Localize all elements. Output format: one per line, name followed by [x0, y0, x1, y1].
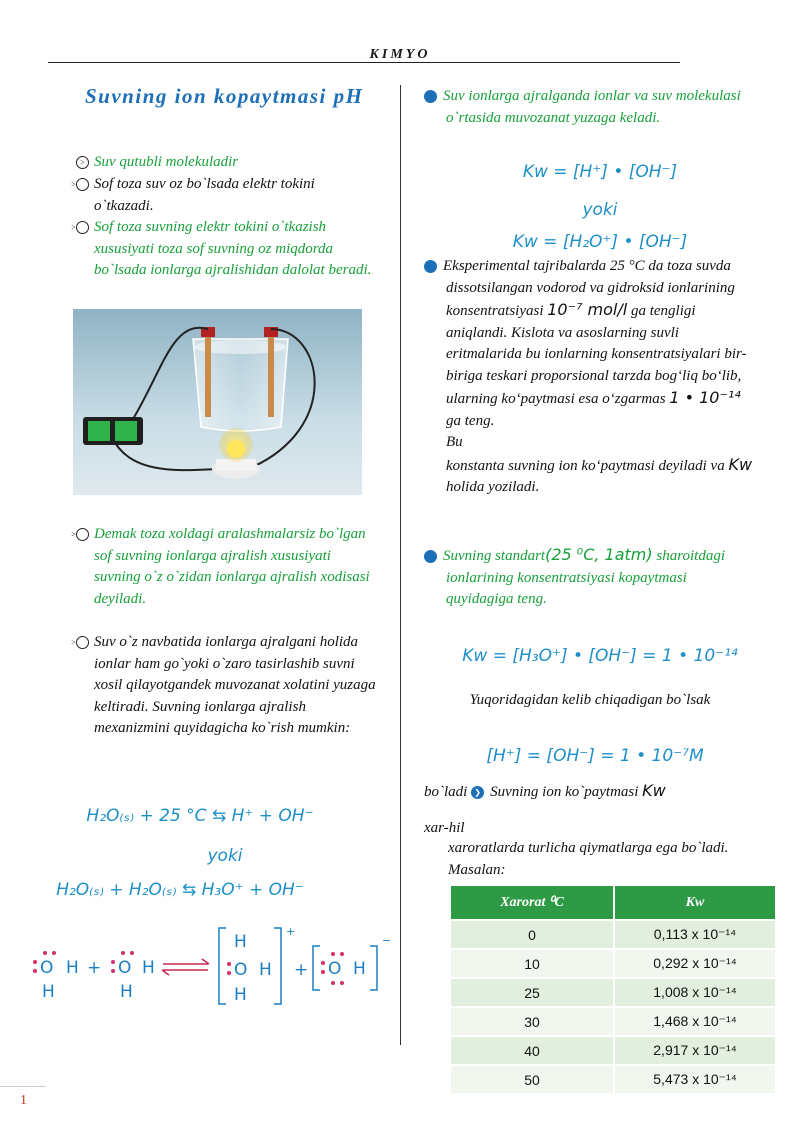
hydrogen-atom: H	[42, 982, 55, 1002]
circle-chevron-icon: >	[76, 178, 89, 191]
footer-rule	[0, 1086, 46, 1087]
plus-sign: +	[294, 960, 309, 980]
bullet-conducts: > Sof toza suv oz bo`lsada elektr tokini o`tkazadi.	[71, 176, 315, 214]
hydrogen-atom: H	[234, 932, 247, 952]
oxygen-atom: O	[234, 960, 248, 980]
formula-or: yoki	[582, 200, 618, 220]
header-title: KIMYO	[369, 47, 431, 62]
oxygen-atom: O	[328, 959, 342, 979]
circle-chevron-icon: >	[76, 221, 89, 234]
formula-ion-concentration: [H⁺] = [OH⁻] = 1 • 10⁻⁷M	[486, 746, 704, 766]
positive-charge: +	[286, 925, 296, 938]
hydrogen-atom: H	[120, 982, 133, 1002]
table-row: 10 0,292 x 10⁻¹⁴	[450, 949, 776, 978]
bullet-polar: > Suv qutubli molekuladir	[76, 152, 376, 174]
kw-varies-text-2: xaroratlarda turlicha qiymatlarga ega bo`ladi. Masalan:	[448, 840, 729, 878]
bullet-standard: ❯ Suvning standart(25 ⁰C, 1atm) sharoitdagi ionlarining konsentratsiyasi kopaytmasi quyidagiga teng.	[416, 545, 725, 607]
formula-kw-1: Kw = [H⁺] • [OH⁻]	[522, 162, 678, 182]
kw-temperature-text: bo`ladi ❯ Suvning ion ko`paytmasi Kw	[424, 781, 666, 800]
table-header-row	[450, 885, 776, 920]
circle-arrow-icon: ❯	[424, 90, 437, 103]
table-row: 40 2,917 x 10⁻¹⁴	[450, 1036, 776, 1065]
hydrogen-atom: H	[142, 958, 155, 978]
bullet-self-ionization: > Demak toza xoldagi aralashmalarsiz bo`lgan sof suvning ionlarga ajralish xususiyati suvning o`z o`zidan ionlarga ajralish xodisasi deyiladi.	[71, 526, 370, 607]
column-header-temperature: Xarorat ⁰C	[450, 885, 614, 920]
oxygen-atom: O	[118, 958, 132, 978]
bullet-equilibrium: > Suv o`z navbatida ionlarga ajralgani holida ionlar ham go`yoki o`zaro tasirlashib suvni xosil qilayotgandek muvozanat xolatini yuzaga keltiradi. Suvning ionlarga ajralish mexanizmini quyidagicha ko`rish mumkin:	[71, 634, 376, 736]
lewis-structure-diagram	[28, 920, 398, 1010]
plus-sign: +	[87, 958, 102, 978]
equation-ionization-1: H₂O₍ₛ₎ + 25 °C ⇆ H⁺ + OH⁻	[86, 806, 314, 826]
circle-arrow-icon: ❯	[424, 550, 437, 563]
negative-charge: −	[382, 934, 392, 947]
page-number: 1	[20, 1093, 27, 1108]
formula-kw-2: Kw = [H₂O⁺] • [OH⁻]	[512, 232, 688, 252]
circle-arrow-icon: ❯	[471, 786, 484, 799]
hydrogen-atom: H	[234, 985, 247, 1005]
hydrogen-atom: H	[353, 959, 366, 979]
table-row: 50 5,473 x 10⁻¹⁴	[450, 1065, 776, 1094]
kw-varies-text: xar-hil	[424, 820, 465, 836]
equation-or: yoki	[207, 846, 243, 866]
bullet-equilibrium-right: ❯ Suv ionlarga ajralganda ionlar va suv molekulasi o`rtasida muvozanat yuzaga keladi.	[416, 88, 741, 126]
table-row: 30 1,468 x 10⁻¹⁴	[450, 1007, 776, 1036]
table-row: 25 1,008 x 10⁻¹⁴	[450, 978, 776, 1007]
conductivity-experiment-image	[73, 309, 362, 495]
circle-arrow-icon: ❯	[424, 260, 437, 273]
table-row: 0 0,113 x 10⁻¹⁴	[450, 920, 776, 949]
formula-kw-standard: Kw = [H₃O⁺] • [OH⁻] = 1 • 10⁻¹⁴	[462, 646, 738, 666]
column-divider	[400, 85, 401, 1045]
oxygen-atom: O	[40, 958, 54, 978]
conclusion-text: Yuqoridagidan kelib chiqadigan bo`lsak	[469, 692, 711, 708]
kw-temperature-table	[449, 884, 777, 1095]
section-title: Suvning ion kopaytmasi pH	[85, 84, 364, 108]
circle-chevron-icon: >	[76, 156, 89, 169]
bullet-dissociation: > Sof toza suvning elektr tokini o`tkazish xususiyati toza sof suvning oz miqdorda bo`lsada ionlarga ajralishidan dalolat beradi.	[71, 219, 372, 278]
header-rule	[48, 62, 680, 63]
circle-chevron-icon: >	[76, 636, 89, 649]
hydrogen-atom: H	[66, 958, 79, 978]
hydrogen-atom: H	[259, 960, 272, 980]
circle-chevron-icon: >	[76, 528, 89, 541]
equation-ionization-2: H₂O₍ₛ₎ + H₂O₍ₛ₎ ⇆ H₃O⁺ + OH⁻	[56, 880, 304, 900]
bullet-experimental: ❯ Eksperimental tajribalarda 25 °C da toza suvda dissotsilangan vodorod va gidroksid ionlarining konsentratsiyasi 10⁻⁷ mol/l ga tengligi aniqlandi. Kislota va asoslarning suvli eritmalarida bu ionlarning konsentratsiyalari bir-biriga teskari proporsional tarzda bog‘liq bo‘lib, ularning ko‘paytmasi esa o‘zgarmas 1 • 10⁻¹⁴ ga teng. Bu konstanta suvning ion ko‘paytmasi deyiladi va Kw holida yoziladi.	[416, 258, 753, 495]
column-header-kw: Kw	[614, 885, 776, 920]
